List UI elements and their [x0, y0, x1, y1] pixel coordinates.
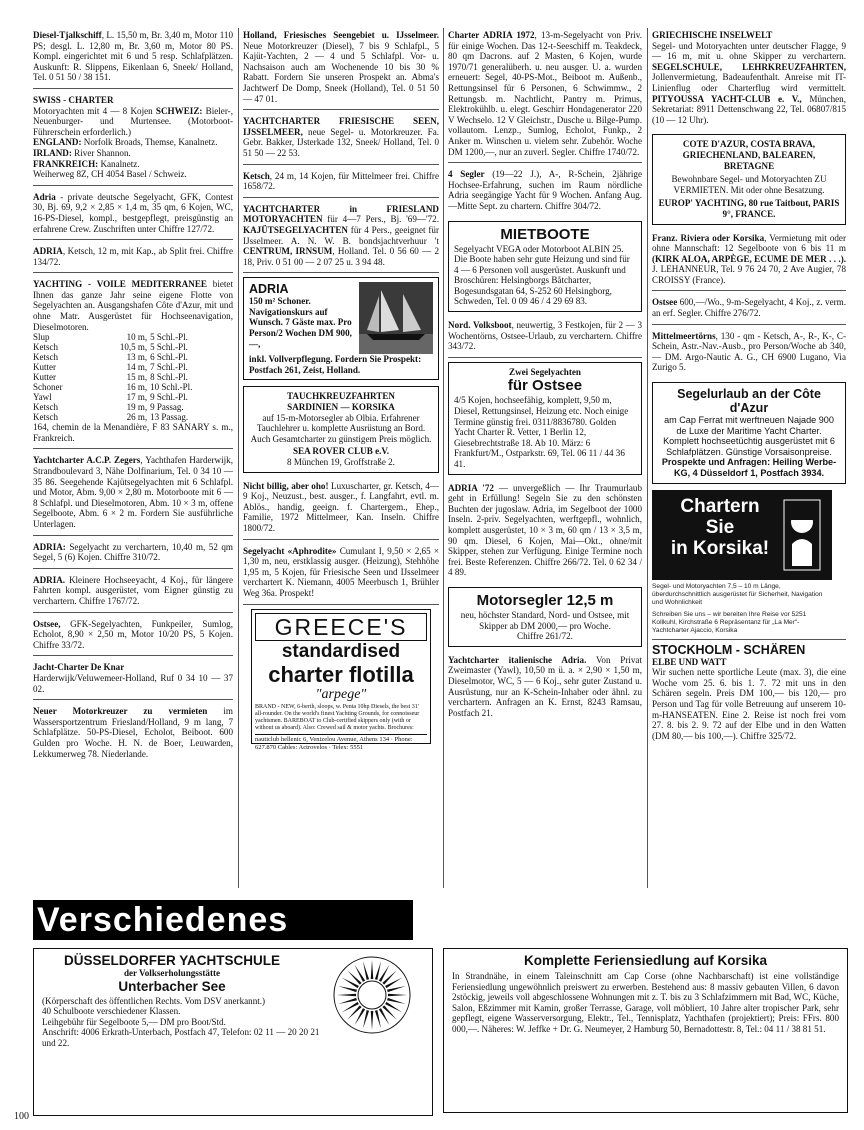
- fleet-cell: 26 m,: [126, 412, 148, 423]
- zwei-body: 4/5 Kojen, hochseefähig, komplett, 9,50 m, Diesel, Rettungsinsel, Heizung etc. Noch einige Termine günstig frei. 0311/8836780. Golden Yacht Charter R. Vetter, 1 Berlin 12, Giesebrechtstraße 18. Ab 10. März: 6 Frankfurt/M., Ostparkstr. 69, Tel. 06 11 / 44 36 41.: [454, 395, 629, 469]
- sardinien-addr: 8 München 19, Groffstraße 2.: [287, 457, 395, 468]
- fleet-cell: Slup: [33, 332, 50, 343]
- sardinien-club: SEA ROVER CLUB e.V.: [292, 446, 390, 457]
- greece-line2: standardised: [281, 640, 401, 662]
- classified-ad: SWISS - CHARTER Motoryachten mit 4 — 8 Kojen SCHWEIZ: Bieler-, Neuenburger- und Murtensee. (Motorboot-Führerschein erforderlich.) ENGLAND: Norfolk Broads, Themse, Kanalnetz. IRLAND: River Shannon. FRANKREICH: Kanalnetz. Weiherweg 8Z, CH 4054 Basel / Schweiz.: [33, 93, 233, 186]
- mietboote-ad: [448, 221, 642, 313]
- fleet-row: [33, 402, 233, 412]
- classified-ad: Adria - private deutsche Segelyacht, GFK, Contest 30, Bj. 69, 9,2 × 2,85 × 1,4 m, 35 qm, 6 Kojen, WC, 16-PS-Diesel, kompl., bestgepflegt, preisgünstig an erfahrene Crew. Zuschriften unter Chiffre 127/72.: [33, 190, 233, 240]
- classified-ad: ADRIA: Segelyacht zu verchartern, 10,40 m, 52 qm Segel, 5 (6) Kojen. Chiffre 310/72.: [33, 540, 233, 569]
- duesseldorf-body: (Körperschaft des öffentlichen Rechts. Vom DSV anerkannt.) 40 Schulboote verschiedener Klassen. Leihgebühr für Segelboote 5,— DM pro Boot/Std. Anschrift: 4006 Erkrath-Unterbach, Postfach 47, Telefon: 02 11 — 20 20 21 und 22.: [42, 995, 320, 1048]
- classified-ad: ADRIA, Ketsch, 12 m, mit Kap., ab Split frei. Chiffre 134/72.: [33, 244, 233, 273]
- page-number: 100: [14, 1111, 29, 1122]
- adria-tail: inkl. Vollverpflegung. Fordern Sie Prospekt: Postfach 261, Zeist, Holland.: [249, 354, 422, 375]
- motorsegler-chiffre: Chiffre 261/72.: [517, 631, 573, 642]
- fleet-cell: 13 Passag.: [150, 412, 189, 423]
- segelurlaub-body: am Cap Ferrat mit werftneuen Najade 900 de Luxe der Maritime Yacht Charter. Komplett hochseetüchtig ausgerüstet mit 6 Schlafplätzen. Günstige Vorsaisonpreise.: [663, 415, 835, 457]
- adria-body: 150 m² Schoner. Navigationskurs auf Wunsch. 7 Gäste max. Pro Person/2 Wochen DM 900,—,: [249, 296, 352, 349]
- fleet-cell: 15 m,: [126, 372, 148, 383]
- classified-ad: Holland, Friesisches Seengebiet u. IJsselmeer. Neue Motorkreuzer (Diesel), 7 bis 9 Schlafpl., 5 Kajüt-Yachten, 2 — 4 und 5 Schlafpl. Vor- u. Nachsaison auch am Wochenende 10 bis 30 % Rabatt. Fordern Sie unseren Prospekt an. Abma's Jachtwerf De Domp, Sneek (Holland), Tel. 0 51 50 — 47 01.: [243, 28, 439, 110]
- classified-ad: Nicht billig, aber oho! Luxuscharter, gr. Ketsch, 4—9 Koj., Neuzust., best. ausger., f. Langfahrt, evtl. m. Ablös., handig, geeign. f. Chartergem., Ehep., Familie, 1972 Mittelmeer, Kan. Inseln. Chiffre 1800/72.: [243, 479, 439, 540]
- adria-schooner-ad: [243, 277, 439, 380]
- classified-ad-voile: [33, 277, 233, 449]
- duesseldorf-t3: Unterbacher See: [118, 978, 226, 994]
- fleet-cell: 8 Schl.-Pl.: [150, 372, 188, 383]
- fleet-cell: 5 Schl.-Pl.: [150, 342, 188, 353]
- fleet-row: [33, 342, 233, 352]
- cote-title: COTE D'AZUR, COSTA BRAVA, GRIECHENLAND, BALEAREN, BRETAGNE: [682, 139, 816, 171]
- fleet-cell: Kutter: [33, 362, 56, 373]
- fleet-cell: 10,5 m,: [119, 342, 148, 353]
- sardinien-body: auf 15-m-Motorsegler ab Olbia. Erfahrener Tauchlehrer u. komplette Ausrüstung an Bord. Auch Gesamtcharter zu günstigem Preis möglich.: [250, 412, 432, 444]
- fleet-cell: Yawl: [33, 392, 52, 403]
- segelurlaub-foot: Prospekte und Anfragen: Heiling Werbe-KG, 4 Düsseldorf 1, Postfach 3934.: [661, 457, 837, 478]
- classified-ad: Ketsch, 24 m, 14 Kojen, für Mittelmeer frei. Chiffre 1658/72.: [243, 169, 439, 198]
- zwei-t1: Zwei Segelyachten: [509, 366, 581, 377]
- classified-ad: Ostsee, GFK-Segelyachten, Funkpeiler, Sumlog, Echolot, 8,90 × 2,50 m, Motor 10/20 PS, 5 Kojen. Chiffre 33/72.: [33, 617, 233, 657]
- greece-small: BRAND - NEW, 6-berth, sloops, w. Penta 10hp Diesels, the best 31' all-rounder. On the world's finest Yachting Grounds, for connoisseur yachtsmen. BAREBOAT to Club-certified skippers only (with or without us aboard). Also: Crewed sail & motor yachts. Brochures:: [255, 703, 420, 731]
- classified-ad: 4 Segler (19—22 J.), A-, R-Schein, 2jährige Hochsee-Erfahrung, suchen im Raum nördliche Adria seegängige Yacht für 9 Wochen. Anfang Aug.—Mitte Sept. zu chartern. Chiffre 304/72.: [448, 169, 642, 211]
- fleet-row: [33, 332, 233, 342]
- column-1: [33, 28, 233, 768]
- fleet-row: [33, 352, 233, 362]
- adria-title: ADRIA: [249, 282, 289, 297]
- fleet-row: [33, 362, 233, 372]
- classified-ad: Ostsee 600,—/Wo., 9-m-Segelyacht, 4 Koj., z. verm. an erf. Segler. Chiffre 276/72.: [652, 295, 846, 324]
- fleet-cell: 9 Schl.-Pl.: [150, 392, 188, 403]
- mietboote-title: MIETBOOTE: [500, 225, 590, 243]
- motorsegler-body: neu, höchster Standard, Nord- und Ostsee, mit Skipper ab DM 2000,— pro Woche.: [460, 609, 630, 631]
- classified-ad: ADRIA '72 — unvergeßlich — Ihr Traumurlaub geht in Erfüllung! Segeln Sie zu den schönsten Buchten der jugoslaw. Adria, im Segelboot der 1000 Inseln. 2-priv. Segelyachten, werftgepfl., wohnlich, komplett ausgerüstet, 10 × 3 m, 60 qm / 13 × 3,5 m, 90 qm. Diesel, 6 Kojen, Mai—Okt., ohne/mit Skipper, stehen zur Verfügung. Einige Termine noch frei. Beste Referenzen. Chiffre 266/72. Tel. 0 62 34 / 4 89.: [448, 482, 643, 578]
- fleet-cell: 10 Schl.-Pl.: [150, 382, 193, 393]
- duesseldorf-t1: DÜSSELDORFER YACHTSCHULE: [63, 953, 281, 968]
- corsican-head-icon: [780, 496, 824, 574]
- classified-ad: YACHTCHARTER in FRIESLAND MOTORYACHTEN für 4—7 Pers., Bj. '69—'72. KAJÜTSEGELYACHTEN für 4 Pers., geeignet für IJsselmeer. A. N. W. B. bondsjachtverhuur 't CENTRUM, IRNSUM, Holland. Tel. 0 56 60 — 2 18, Priv. 0 51 00 — 2 07 25 u. 3 94 48.: [243, 202, 439, 274]
- fleet-cell: 9 Passag.: [150, 402, 184, 413]
- corsica-l1: Chartern: [680, 495, 760, 517]
- fleet-cell: 17 m,: [126, 392, 148, 403]
- classified-ad: Neuer Motorkreuzer zu vermieten im Wassersportzentrum Friesland/Holland, 9 m lang, 7 Schlafplätze. 50-PS-Diesel, Echolot, Beiboot. 600 Gulden pro Woche. H. N. de Boer, Leuwarden, Lekkumerweg 78. Niederlande.: [33, 706, 233, 759]
- fleet-cell: Ketsch: [33, 352, 58, 363]
- duesseldorf-yachtschule-ad: [33, 948, 433, 1116]
- classified-ad: Segelyacht «Aphrodite» Cumulant I, 9,50 × 2,65 × 1,30 m, neu, erstklassig ausger. (Heizung), Stehhöhe 1,95 m, 5 Kojen, für Friesische Seen und IJsselmeer verchartert K. Niemann, 4005 Meerbusch 1, Brühler Weg 36a. Prospekt!: [243, 544, 439, 605]
- classified-ad: Yachtcharter italienische Adria. Von Privat Zweimaster (Yawl), 10,50 m ü. a. × 2,90 × 1,50 m, Dieselmotor, WC, 5 — 6 Koj., sehr guter Zustand u. Ausrüstung, nur an K-Schein-Inhaber oder ähnl. zu verchartern. Anfragen an K. Ernst, 8243 Ramsau, Postfach 21.: [448, 654, 642, 718]
- fleet-cell: 16 m,: [126, 382, 148, 393]
- motorsegler-ad: [448, 587, 642, 647]
- fleet-table: [33, 332, 233, 422]
- fleet-cell: Kutter: [33, 372, 56, 383]
- classified-ad: ADRIA. Kleinere Hochseeyacht, 4 Koj., für längere Fahrten kompl. ausgerüstet, vom Eigner günstig zu verchartern. Chiffre 1767/72.: [33, 573, 233, 613]
- fleet-cell: 6 Schl.-Pl.: [150, 352, 188, 363]
- classified-ad: Nord. Volksboot, neuwertig, 3 Festkojen, für 2 — 3 Wochentörns, Ostsee-Urlaub, zu verchartern. Chiffre 343/72.: [448, 318, 642, 358]
- classified-ad: Yachtcharter A.C.P. Zegers, Yachthafen Harderwijk, Strandboulevard 3, Nähe Dolfinarium, Tel. 0 34 10 — 35 86. Seegehende Kajütsegelyachten mit 6 Schlafpl. und Motor, Abm. 9,00 × 2,80 m. Motorboote mit 6 — 8 Schlafpl. und Dieselmotoren, Abm. 10 × 3 m, offene Segelboote, Abm. 6 × 2 m. Fordern Sie ausführliche Unterlagen.: [33, 453, 233, 535]
- korsika-body: In Strandnähe, in einem Taleinschnitt am Cap Corse (ohne Nachbarschaft) ist eine vollständige Feriensiedlung ungewöhnlich preiswert zu erwerben. Bestehend aus: 8 massiv gebauten Villen, 6 davon 2stöckig, jeweils voll abgeschlossene Wohnungen mit z. T. bis zu 3 Schlafzimmern mit Bad, WC, Küche, Salon, Eßzimmer mit Kamin, großer Terrasse, Garage, voll möbliert, 10 Jahre alter tropischer Park, sehr gepflegt, eigene Wasserversorgung, Elektr., Tel., Tennisplatz, Yachthafen (projektiert); Preis: FFrs. 800 000,—. Näheres: W. Jeffke + Dr. G. Neumeyer, 2 Hamburg 50, Bernadottestr. 8, Tel.: 04 11 / 38 81 51.: [452, 971, 839, 1034]
- fleet-cell: Ketsch: [33, 342, 58, 353]
- classified-ad: Jacht-Charter De Knar Harderwijk/Veluwemeer-Holland, Ruf 0 34 10 — 37 02.: [33, 660, 233, 700]
- greece-foot: nauticlub hellenic 6, Venizelou Avenue, Athens 134 · Phone: 627.870 Cables: Actrovelos · Telex: 5551: [255, 734, 427, 752]
- segelurlaub-ad: [652, 382, 846, 484]
- stockholm-ad: [652, 639, 846, 747]
- sun-logo-icon: [332, 955, 412, 1035]
- classified-ad: YACHTCHARTER FRIESISCHE SEEN, IJSSELMEER, neue Segel- u. Motorkreuzer. Fa. Gebr. Bakker, IJsterkade 132, Sneek/ Holland, Tel. 0 51 50 — 22 53.: [243, 114, 439, 164]
- cote-body: Bewohnbare Segel- und Motoryachten ZU VERMIETEN. Mit oder ohne Besatzung.: [671, 174, 827, 195]
- corsica-ad: [652, 490, 832, 580]
- corsica-l3: in Korsika!: [670, 537, 770, 559]
- classified-ad: Franz. Riviera oder Korsika, Vermietung mit oder ohne Mannschaft: 12 Segelboote von 6 bis 11 m (KIRK ALOA, ARPÈGE, ECUME DE MER . . .). J. LEHANNEUR, Tel. 9 76 24 70, 2 Ave Augier, 78 CROISSY (France).: [652, 231, 846, 292]
- corsica-sub2: Schreiben Sie uns – wir bereiten Ihre Reise vor 5251 Kollkuhl, Kirchstraße 6 Repräsentanz für „La Mer"-Yachtcharter Ajaccio, Korsika: [652, 610, 807, 634]
- greece-flotilla-ad: [251, 609, 431, 751]
- section-banner: Verschiedenes: [33, 900, 413, 940]
- korsika-title: Komplette Feriensiedlung auf Korsika: [523, 953, 768, 968]
- voile-intro: YACHTING - VOILE MEDITERRANEE bietet Ihnen das ganze Jahr seine eigene Flotte von Segelyachten an. Ausgangshafen Côte d'Azur, mit und ohne Matr. Ausgerüstet für Hochseenavigation, Dieselmotoren.: [33, 279, 233, 332]
- zwei-t2: für Ostsee: [507, 377, 583, 395]
- fleet-row: [33, 372, 233, 382]
- corsica-sub1: Segel- und Motoryachten 7,5 – 10 m Länge, überdurchschnittlich ausgerüstet für Sicherheit, Navigation und Wohnlichkeit: [652, 582, 823, 606]
- greece-line3: charter flotilla: [268, 661, 414, 687]
- greece-line4: "arpege": [315, 686, 367, 702]
- duesseldorf-t2: der Volkserholungsstätte: [123, 968, 221, 978]
- corsica-l2: Sie: [705, 516, 735, 538]
- stockholm-sub: ELBE UND WATT: [652, 656, 727, 667]
- fleet-cell: 10 m,: [126, 332, 148, 343]
- sardinien-ad: [243, 386, 439, 472]
- classified-ad: Charter ADRIA 1972, 13-m-Segelyacht von Priv. für einige Wochen. Das 12-t-Seeschiff m. Teakdeck, 80 qm Dacrons. auf 2 Masten, 6 Kojen, wurde 1970/71 generalüberh. u. neu ausger. U. a. wurden erneuert: Segel, 40-PS-Mot., Beiboot m. Außenb., Rettungsinsel für 6 Personen, 6 Schwimmw., 2 Rettungsb. m. Nachtlicht, Pantry m. Primus, Elektrokühlb. u. elegt. Geschirr Hondagenerator 220 V Wechselo. 12 V Gleichstr., Dusche u. Bilge-Pump. vollautom. Lenzp., Sumlog, Echolot, Funkp., 2 Anker m. Winschen u. vielem sehr. Zubehör. Woche DM 1200,—, nur an zuverl. Segler. Chiffre 1740/72.: [448, 28, 642, 163]
- fleet-row: [33, 412, 233, 422]
- cote-foot: EUROP' YACHTING, 80 rue Taitbout, PARIS 9°, FRANCE.: [658, 198, 840, 219]
- segelurlaub-title: Segelurlaub an der Côte d'Azur: [677, 387, 821, 416]
- classified-ad: Mittelmeertörns, 130 - qm - Ketsch, A-, R-, K-, C-Schein, Astr.-Nav.-Ausb., pro Person/Woche ab 340,— DM. Argo-Nautic A. G., CH 6900 Lugano, Via Zurigo 5.: [652, 330, 846, 373]
- classified-ad: Diesel-Tjalkschiff, L. 15,50 m, Br. 3,40 m, Motor 110 PS; desgl. L. 12,80 m, Br. 3,60 m, Motor 80 PS. Kompl. eingerichtet mit 6 und 5 resp. Schlafplätzen. Auskunft: R. Slippens, Eikenlaan 6, Sneek/ Holland, Tel. 0 51 50 / 38 151.: [33, 28, 233, 89]
- fleet-cell: 7 Schl.-Pl.: [150, 362, 188, 373]
- fleet-row: [33, 382, 233, 392]
- column-4: [652, 28, 846, 750]
- fleet-cell: Ketsch: [33, 412, 58, 423]
- classified-ad: GRIECHISCHE INSELWELT Segel- und Motoryachten unter deutscher Flagge, 9 — 16 m, mit u. ohne Skipper zu verchartern. SEGELSCHULE, LEHRKREUZFAHRTEN, Jollenvermietung, Badeaufenthalt. Anreise mit IT-Linienflug oder Charterflug wird vermittelt. PITYOUSSA YACHT-CLUB e. V., München, Sekretariat: 8911 Dettenschwang 22, Tel. 06807/815 (10 — 12 Uhr).: [652, 30, 846, 125]
- mietboote-body: Segelyacht VEGA oder Motorboot ALBIN 25. Die Boote haben sehr gute Heizung und sind für 4 — 6 Personen voll ausgerüstet. Auskunft und Broschüren: Helsingborgs Båtcharter, Bogesundsgatan 64, S-252 60 Helsingborg, Schweden, Tel. 0 09 46 / 4 29 69 83.: [454, 243, 630, 307]
- fleet-cell: 19 m,: [126, 402, 148, 413]
- stockholm-title: STOCKHOLM - SCHÄREN: [652, 642, 806, 657]
- stockholm-body: Wir suchen nette sportliche Leute (max. 3), die eine Woche vom 25. 6. bis 1. 7. 72 mit uns in den Schären segeln. Preis DM 100,— bis 120,— pro Person und Tag für volle Betreuung auf unserem 10-m-HANSEATEN. Eine 2. Reise ist noch frei vom 27. 8. bis 2. 9. 72 auf der Elbe und in den Watten (DM 80,— bis 100,—). Chiffre 325/72.: [652, 667, 846, 741]
- fleet-cell: Schoner: [33, 382, 63, 393]
- fleet-cell: 14 m,: [126, 362, 148, 373]
- sardinien-t1: TAUCHKREUZFAHRTEN: [287, 391, 395, 402]
- cote-azur-ad: [652, 134, 846, 224]
- feriensiedlung-korsika-ad: [443, 948, 848, 1113]
- fleet-cell: 5 Schl.-Pl.: [150, 332, 188, 343]
- schooner-photo: [359, 282, 433, 354]
- fleet-cell: 13 m,: [126, 352, 148, 363]
- sardinien-t2: SARDINIEN — KORSIKA: [287, 402, 395, 413]
- fleet-cell: Ketsch: [33, 402, 58, 413]
- column-3: [448, 28, 642, 727]
- zwei-segelyachten-ad: [448, 362, 642, 475]
- fleet-row: [33, 392, 233, 402]
- motorsegler-title: Motorsegler 12,5 m: [476, 591, 614, 609]
- greece-line1: GREECE'S: [255, 613, 427, 641]
- voile-address: 164, chemin de la Menandière, F 83 SANARY s. m., Frankreich.: [33, 422, 233, 443]
- column-2: [243, 28, 439, 750]
